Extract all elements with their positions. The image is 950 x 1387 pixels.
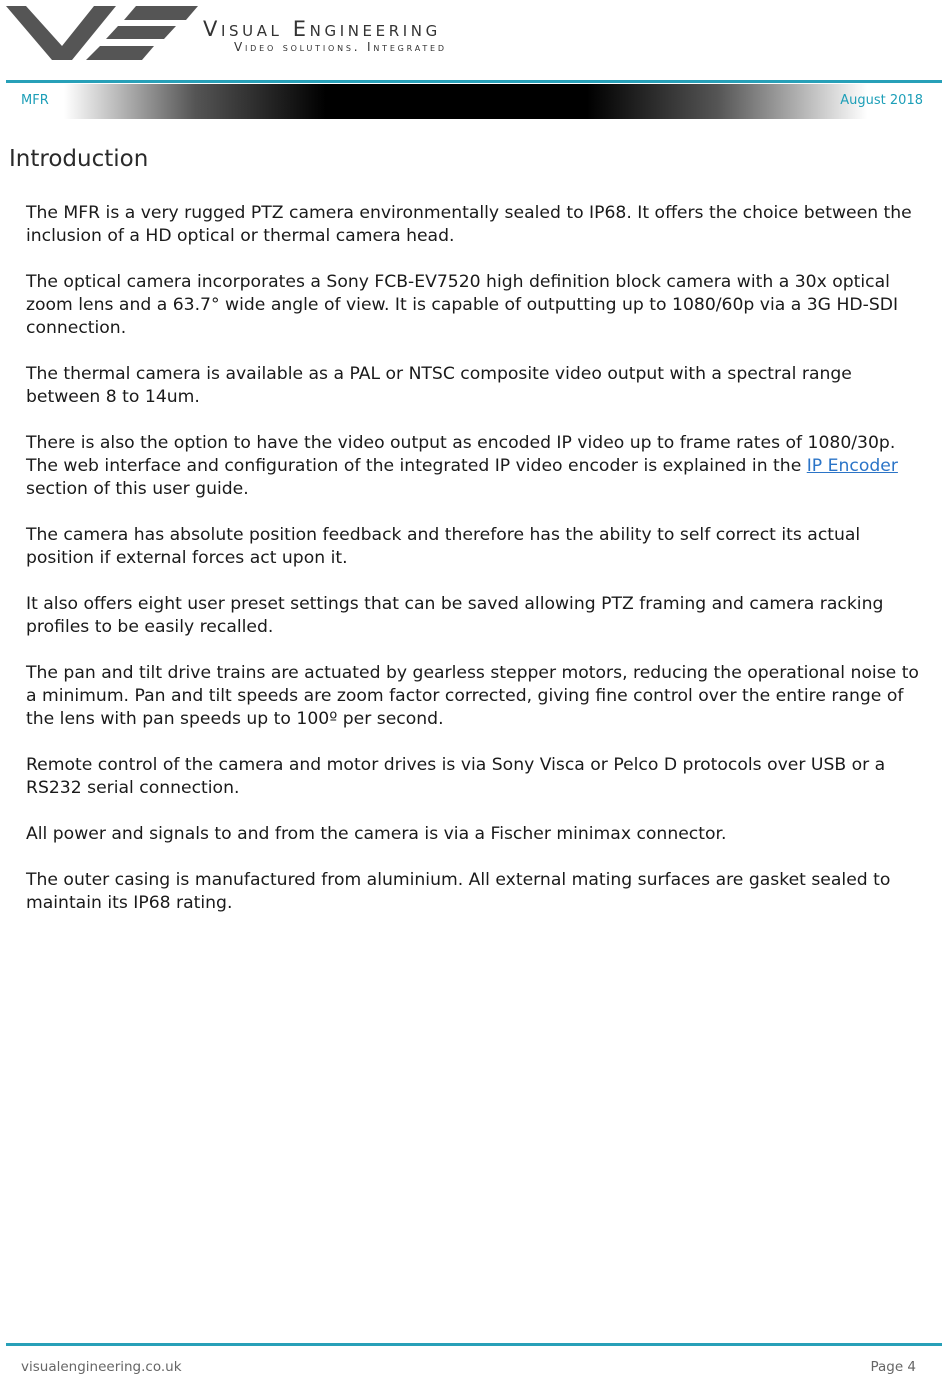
paragraph: The pan and tilt drive trains are actuated by gearless stepper motors, reducing the operational noise to a minimum. Pan and tilt speeds are zoom factor corrected, giving fine control over the entire range of the lens with pan speeds up to 100º per second. — [26, 663, 919, 729]
brand-name: Visual Engineering — [203, 17, 441, 41]
footer-divider — [6, 1343, 942, 1346]
paragraph — [26, 432, 926, 501]
paragraph-text: There is also the option to have the video output as encoded IP video up to frame rates of 1080/30p. The web interface and configuration of the integrated IP video encoder is explained in the — [26, 433, 896, 476]
ip-encoder-link[interactable]: IP Encoder — [806, 456, 898, 476]
header-divider — [6, 80, 942, 83]
paragraph: It also offers eight user preset settings that can be saved allowing PTZ framing and camera racking profiles to be easily recalled. — [26, 594, 884, 637]
page-title: Introduction — [9, 146, 149, 172]
body-content — [26, 202, 926, 938]
footer-website: visualengineering.co.uk — [21, 1359, 182, 1375]
paragraph: The optical camera incorporates a Sony FCB-EV7520 high definition block camera with a 30x optical zoom lens and a 63.7° wide angle of view. It is capable of outputting up to 1080/60p via a 3G HD-SDI connection. — [26, 272, 899, 338]
document-date: August 2018 — [840, 93, 923, 108]
paragraph: All power and signals to and from the camera is via a Fischer minimax connector. — [26, 824, 727, 844]
paragraph-text: section of this user guide. — [26, 479, 249, 499]
ve-logo-icon — [4, 2, 200, 64]
paragraph: The camera has absolute position feedback and therefore has the ability to self correct its actual position if external forces act upon it. — [26, 525, 861, 568]
product-name: MFR — [21, 93, 49, 108]
header-band — [8, 84, 942, 119]
paragraph: The outer casing is manufactured from aluminium. All external mating surfaces are gasket sealed to maintain its IP68 rating. — [26, 870, 891, 913]
paragraph: Remote control of the camera and motor drives is via Sony Visca or Pelco D protocols over USB or a RS232 serial connection. — [26, 755, 886, 798]
paragraph: The MFR is a very rugged PTZ camera environmentally sealed to IP68. It offers the choice between the inclusion of a HD optical or thermal camera head. — [26, 203, 912, 246]
paragraph: The thermal camera is available as a PAL or NTSC composite video output with a spectral range between 8 to 14um. — [26, 364, 852, 407]
page-number: Page 4 — [870, 1359, 916, 1375]
brand-tagline: Video solutions. Integrated — [234, 40, 447, 54]
